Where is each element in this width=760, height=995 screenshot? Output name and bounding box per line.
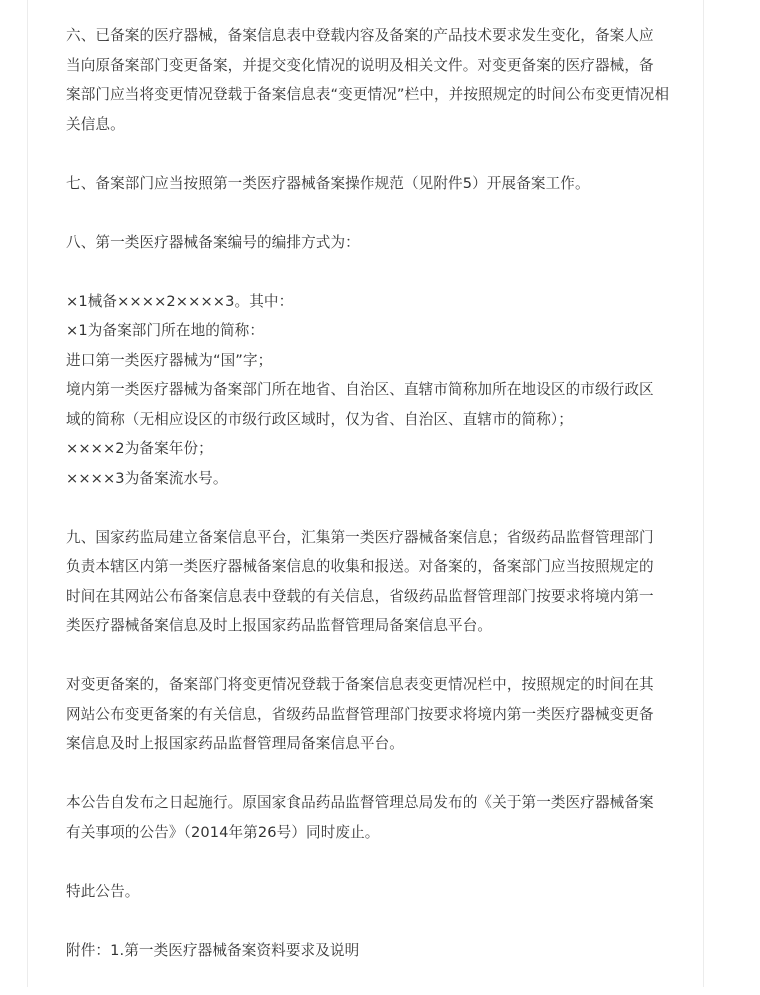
text-line: ×1械备××××2××××3。其中： bbox=[66, 292, 294, 310]
text-line: 进口第一类医疗器械为“国”字； bbox=[66, 351, 273, 369]
text-line: 时间在其网站公布备案信息表中登载的有关信息，省级药品监督管理部门按要求将境内第一 bbox=[66, 587, 654, 605]
text-line: 负责本辖区内第一类医疗器械备案信息的收集和报送。对备案的，备案部门应当按照规定的 bbox=[66, 558, 654, 575]
text-line: 有关事项的公告》（2014年第26号）同时废止。 bbox=[66, 823, 380, 841]
numbering-format-block bbox=[66, 287, 711, 494]
text-line: ××××3为备案流水号。 bbox=[66, 469, 228, 487]
text-line: 七、备案部门应当按照第一类医疗器械备案操作规范（见附件5）开展备案工作。 bbox=[66, 174, 590, 192]
text-line: 六、已备案的医疗器械，备案信息表中登载内容及备案的产品技术要求发生变化，备案人应 bbox=[66, 27, 654, 44]
paragraph-nine bbox=[66, 523, 711, 641]
text-line: 网站公布变更备案的有关信息，省级药品监督管理部门按要求将境内第一类医疗器械变更备 bbox=[66, 705, 654, 723]
document-page bbox=[27, 0, 704, 987]
text-line: ×1为备案部门所在地的简称： bbox=[66, 322, 265, 339]
paragraph-six bbox=[66, 21, 711, 139]
text-line: 案部门应当将变更情况登载于备案信息表“变更情况”栏中，并按照规定的时间公布变更情况相 bbox=[66, 86, 670, 103]
text-line: 域的简称（无相应设区的市级行政区域时，仅为省、自治区、直辖市的简称）； bbox=[66, 410, 573, 428]
paragraph-change-filing bbox=[66, 670, 711, 759]
document-body bbox=[66, 21, 711, 995]
text-line: 案信息及时上报国家药品监督管理局备案信息平台。 bbox=[66, 735, 404, 752]
paragraph-effective-date bbox=[66, 788, 711, 847]
paragraph-attachment bbox=[66, 936, 711, 966]
text-line: 类医疗器械备案信息及时上报国家药品监督管理局备案信息平台。 bbox=[66, 617, 493, 634]
text-line: 境内第一类医疗器械为备案部门所在地省、自治区、直辖市简称加所在地设区的市级行政区 bbox=[66, 381, 654, 398]
text-line: 当向原备案部门变更备案，并提交变化情况的说明及相关文件。对变更备案的医疗器械，备 bbox=[66, 56, 654, 74]
text-line: 本公告自发布之日起施行。原国家食品药品监督管理总局发布的《关于第一类医疗器械备案 bbox=[66, 794, 654, 811]
paragraph-seven bbox=[66, 169, 711, 199]
text-line: ××××2为备案年份； bbox=[66, 440, 213, 457]
text-line: 八、第一类医疗器械备案编号的编排方式为： bbox=[66, 233, 360, 251]
text-line: 特此公告。 bbox=[66, 882, 140, 900]
text-line: 关信息。 bbox=[66, 115, 125, 133]
paragraph-announcement bbox=[66, 877, 711, 907]
text-line: 对变更备案的，备案部门将变更情况登载于备案信息表变更情况栏中，按照规定的时间在其 bbox=[66, 676, 654, 693]
attachment-line: 附件：1.第一类医疗器械备案资料要求及说明 bbox=[66, 941, 360, 959]
paragraph-eight bbox=[66, 228, 711, 258]
text-line: 九、国家药监局建立备案信息平台，汇集第一类医疗器械备案信息；省级药品监督管理部门 bbox=[66, 528, 654, 546]
